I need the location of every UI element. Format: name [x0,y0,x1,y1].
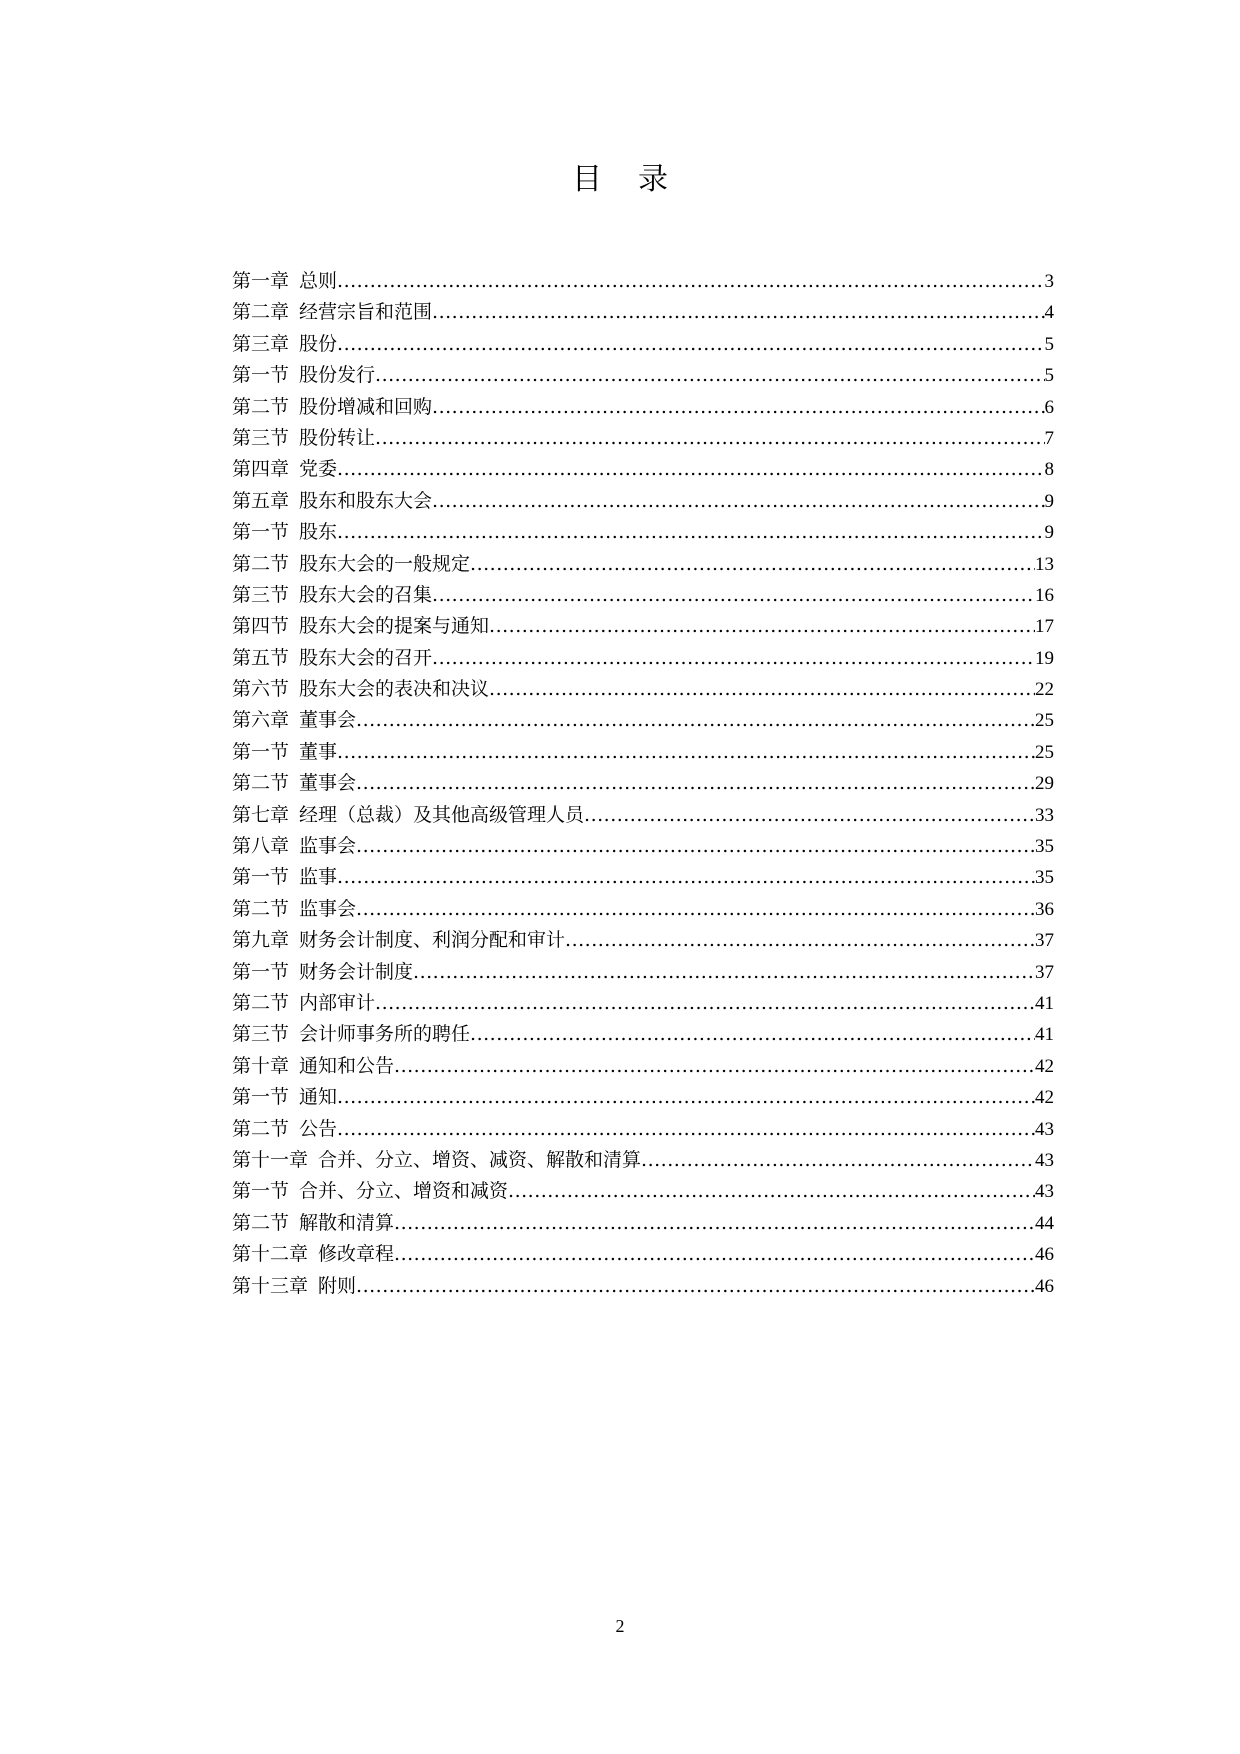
toc-entry-title: 内部审计 [299,991,376,1014]
toc-entry-number: 第二节 [232,552,290,575]
toc-entry[interactable] [232,1019,1054,1050]
toc-dot-leader [432,297,1044,328]
toc-entry-number: 第三章 [232,332,290,355]
toc-entry[interactable] [232,266,1054,297]
toc-entry[interactable] [232,737,1054,768]
table-of-contents [232,266,1054,1302]
toc-entry-title: 通知和公告 [299,1054,395,1077]
toc-entry-page: 5 [1044,365,1054,387]
toc-entry-number: 第五节 [232,646,290,669]
toc-entry[interactable] [232,1271,1054,1302]
toc-entry-page: 41 [1035,992,1054,1014]
toc-entry-title: 股东和股东大会 [299,489,433,512]
toc-entry-title: 监事 [299,866,338,889]
toc-entry-page: 46 [1035,1244,1054,1266]
toc-dot-leader [356,705,1035,736]
toc-entry-number: 第二节 [232,1211,290,1234]
toc-dot-leader [356,831,1035,862]
toc-entry-number: 第一节 [232,364,290,387]
toc-dot-leader [584,800,1035,831]
toc-entry-title: 财务会计制度 [299,960,414,983]
toc-entry-title: 董事 [299,740,338,763]
toc-entry-page: 42 [1035,1087,1054,1109]
toc-entry-title: 股份发行 [299,364,376,387]
toc-entry-number: 第一节 [232,960,290,983]
toc-entry[interactable] [232,486,1054,517]
toc-entry-number: 第一章 [232,270,290,292]
toc-entry-page: 43 [1035,1149,1054,1171]
toc-entry-title: 股东大会的召集 [299,583,433,606]
toc-entry-page: 4 [1044,302,1054,324]
toc-dot-leader [375,988,1035,1019]
toc-dot-leader [432,580,1035,611]
toc-dot-leader [337,862,1035,893]
toc-entry[interactable] [232,862,1054,893]
toc-entry[interactable] [232,894,1054,925]
toc-entry-number: 第六节 [232,678,290,701]
toc-entry[interactable] [232,1145,1054,1176]
title-char: 目 [572,162,602,197]
toc-entry-number: 第十一章 [232,1148,309,1171]
toc-entry-page: 3 [1044,271,1054,292]
toc-dot-leader [337,517,1044,548]
toc-entry[interactable] [232,1051,1054,1082]
toc-dot-leader [356,894,1035,925]
toc-entry-page: 37 [1035,930,1054,952]
toc-entry-number: 第三节 [232,1023,290,1046]
toc-entry-title: 股东大会的提案与通知 [299,615,490,638]
toc-entry[interactable] [232,800,1054,831]
toc-entry-page: 5 [1044,333,1054,355]
toc-entry[interactable] [232,957,1054,988]
toc-entry-title: 股份增减和回购 [299,395,433,418]
toc-entry-number: 第二节 [232,1117,290,1140]
toc-entry-page: 33 [1035,804,1054,826]
toc-dot-leader [394,1208,1035,1239]
toc-entry-page: 43 [1035,1118,1054,1140]
toc-entry-title: 附则 [318,1274,357,1297]
toc-entry-page: 29 [1035,773,1054,795]
toc-entry-page: 35 [1035,836,1054,858]
toc-entry[interactable] [232,1208,1054,1239]
toc-entry-page: 46 [1035,1275,1054,1297]
toc-entry-page: 25 [1035,741,1054,763]
toc-entry-page: 37 [1035,961,1054,983]
toc-entry-number: 第六章 [232,709,290,732]
toc-dot-leader [489,611,1035,642]
toc-entry-page: 6 [1044,396,1054,418]
toc-entry-number: 第四节 [232,615,290,638]
toc-entry-title: 会计师事务所的聘任 [299,1023,471,1046]
toc-entry-title: 董事会 [299,709,357,732]
toc-entry-number: 第一节 [232,521,290,544]
toc-dot-leader [394,1051,1035,1082]
toc-entry-title: 董事会 [299,772,357,795]
toc-entry-title: 监事会 [299,897,357,920]
toc-entry-number: 第七章 [232,803,290,826]
toc-entry-title: 修改章程 [318,1243,395,1266]
toc-dot-leader [470,549,1035,580]
toc-entry[interactable] [232,392,1054,423]
toc-entry[interactable] [232,1239,1054,1270]
toc-dot-leader [432,486,1044,517]
toc-entry[interactable] [232,423,1054,454]
toc-entry[interactable] [232,454,1054,485]
toc-entry-number: 第二节 [232,897,290,920]
page-title [0,160,1240,200]
toc-entry-page: 43 [1035,1181,1054,1203]
toc-entry-title: 总则 [299,270,338,292]
toc-entry[interactable] [232,611,1054,642]
toc-entry[interactable] [232,925,1054,956]
toc-entry-page: 36 [1035,898,1054,920]
toc-entry-number: 第五章 [232,489,290,512]
toc-entry-title: 股份转让 [299,426,376,449]
toc-dot-leader [337,329,1044,360]
toc-entry-title: 合并、分立、增资、减资、解散和清算 [318,1148,642,1171]
toc-entry-title: 股东大会的一般规定 [299,552,471,575]
toc-entry-page: 8 [1044,459,1054,481]
toc-entry-title: 通知 [299,1086,338,1109]
toc-entry[interactable] [232,549,1054,580]
toc-entry-page: 19 [1035,647,1054,669]
page-number: 2 [615,1616,625,1636]
toc-dot-leader [375,360,1044,391]
toc-entry-number: 第十章 [232,1054,290,1077]
toc-entry-number: 第八章 [232,835,290,858]
toc-entry-number: 第二节 [232,772,290,795]
title-char: 录 [638,162,668,197]
toc-entry-page: 17 [1035,616,1054,638]
toc-dot-leader [508,1176,1035,1207]
toc-entry[interactable] [232,768,1054,799]
toc-entry-page: 16 [1035,584,1054,606]
toc-entry-page: 44 [1035,1212,1054,1234]
toc-dot-leader [337,266,1044,297]
toc-entry-number: 第一节 [232,740,290,763]
toc-entry[interactable] [232,674,1054,705]
toc-dot-leader [337,1082,1035,1113]
toc-entry-number: 第九章 [232,929,290,952]
toc-entry[interactable] [232,988,1054,1019]
toc-entry-number: 第十三章 [232,1274,309,1297]
toc-entry[interactable] [232,1176,1054,1207]
toc-entry-title: 合并、分立、增资和减资 [299,1180,509,1203]
toc-entry-title: 监事会 [299,835,357,858]
toc-dot-leader [337,1114,1035,1145]
toc-entry-page: 9 [1044,490,1054,512]
toc-dot-leader [356,768,1035,799]
toc-entry-title: 股东大会的召开 [299,646,433,669]
toc-dot-leader [565,925,1035,956]
toc-entry-number: 第二章 [232,301,290,324]
toc-entry-number: 第一节 [232,866,290,889]
toc-entry-number: 第一节 [232,1086,290,1109]
toc-entry-number: 第十二章 [232,1243,309,1266]
toc-dot-leader [413,957,1035,988]
toc-entry-page: 42 [1035,1055,1054,1077]
toc-entry-page: 22 [1035,679,1054,701]
toc-entry-number: 第二节 [232,395,290,418]
toc-entry-title: 党委 [299,458,338,481]
toc-entry-title: 解散和清算 [299,1211,395,1234]
toc-entry-page: 9 [1044,522,1054,544]
toc-entry[interactable] [232,705,1054,736]
toc-entry[interactable] [232,360,1054,391]
toc-dot-leader [337,737,1035,768]
toc-entry[interactable] [232,1114,1054,1145]
toc-dot-leader [432,643,1035,674]
toc-entry-title: 股东大会的表决和决议 [299,678,490,701]
toc-entry-number: 第三节 [232,426,290,449]
toc-dot-leader [432,392,1044,423]
toc-entry-page: 7 [1044,427,1054,449]
toc-entry[interactable] [232,831,1054,862]
toc-entry[interactable] [232,517,1054,548]
toc-entry-number: 第一节 [232,1180,290,1203]
toc-entry[interactable] [232,643,1054,674]
toc-dot-leader [394,1239,1035,1270]
toc-entry-page: 25 [1035,710,1054,732]
toc-dot-leader [356,1271,1035,1302]
toc-dot-leader [470,1019,1035,1050]
toc-dot-leader [337,454,1044,485]
toc-entry-page: 13 [1035,553,1054,575]
toc-entry[interactable] [232,329,1054,360]
toc-dot-leader [375,423,1044,454]
toc-entry-title: 财务会计制度、利润分配和审计 [299,929,566,952]
toc-entry[interactable] [232,580,1054,611]
toc-entry-title: 股份 [299,332,338,355]
toc-entry-title: 股东 [299,521,338,544]
toc-entry[interactable] [232,1082,1054,1113]
toc-entry-number: 第二节 [232,991,290,1014]
toc-entry-number: 第四章 [232,458,290,481]
toc-entry-number: 第三节 [232,583,290,606]
toc-entry-title: 公告 [299,1117,338,1140]
toc-entry-page: 35 [1035,867,1054,889]
toc-dot-leader [641,1145,1035,1176]
toc-entry-title: 经理（总裁）及其他高级管理人员 [299,803,585,826]
toc-entry-title: 经营宗旨和范围 [299,301,433,324]
toc-dot-leader [489,674,1035,705]
toc-entry[interactable] [232,297,1054,328]
toc-entry-page: 41 [1035,1024,1054,1046]
